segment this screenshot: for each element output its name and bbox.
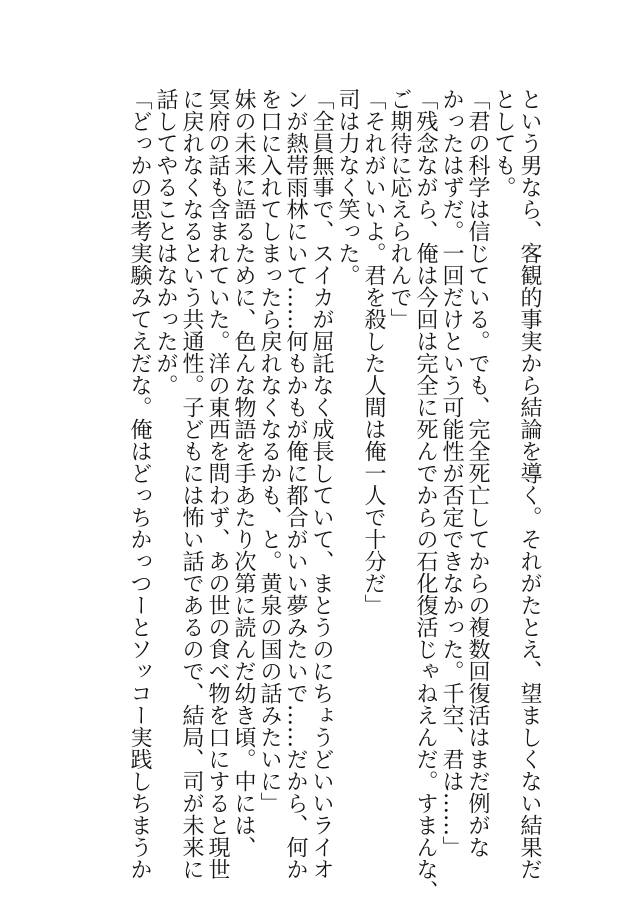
text-line: 「君の科学は信じている。でも、完全死亡してからの複数回復活はまだ例がな <box>465 88 490 858</box>
text-line: ンが熱帯雨林にいて……何もかもが俺に都合がいい夢みたいで……だから、何か <box>283 88 308 880</box>
text-line: という男なら、客観的事実から結論を導く。それがたとえ、望ましくない結果だ <box>517 88 542 880</box>
text-line: 司は力なく笑った。 <box>335 88 360 286</box>
text-line: としても。 <box>491 88 516 198</box>
text-line: に戻れなくなるという共通性。子どもには怖い話であるので、結局、司が未来に <box>179 88 204 880</box>
text-line: 話してやることはなかったが。 <box>153 88 178 396</box>
text-line: 妹の未来に語るために、色んな物語を手あたり次第に読んだ幼き頃。中には、 <box>231 88 256 858</box>
text-line: を口に入れてしまったら戻れなくなるかも、と。黄泉の国の話みたいに」 <box>257 88 282 814</box>
text-line: 「それがいいよ。君を殺した人間は俺一人で十分だ」 <box>361 88 386 616</box>
text-line: 「残念ながら、俺は今回は完全に死んでからの石化復活じゃねえんだ。すまんな、 <box>413 88 438 902</box>
text-line: 「全員無事で、スイカが屈託なく成長していて、まとうのにちょうどいいライオ <box>309 88 334 880</box>
vertical-text-body <box>126 88 542 902</box>
text-line: ご期待に応えられんで」 <box>387 88 412 330</box>
text-line: 冥府の話も含まれていた。洋の東西を問わず、あの世の食べ物を口にすると現世 <box>205 88 230 880</box>
text-line: 「どっかの思考実験みてえだな。俺はどっちかっつーとソッコー実践しちまうか <box>127 88 152 880</box>
text-line: かったはずだ。一回だけという可能性が否定できなかった。千空、君は……」 <box>439 88 464 858</box>
